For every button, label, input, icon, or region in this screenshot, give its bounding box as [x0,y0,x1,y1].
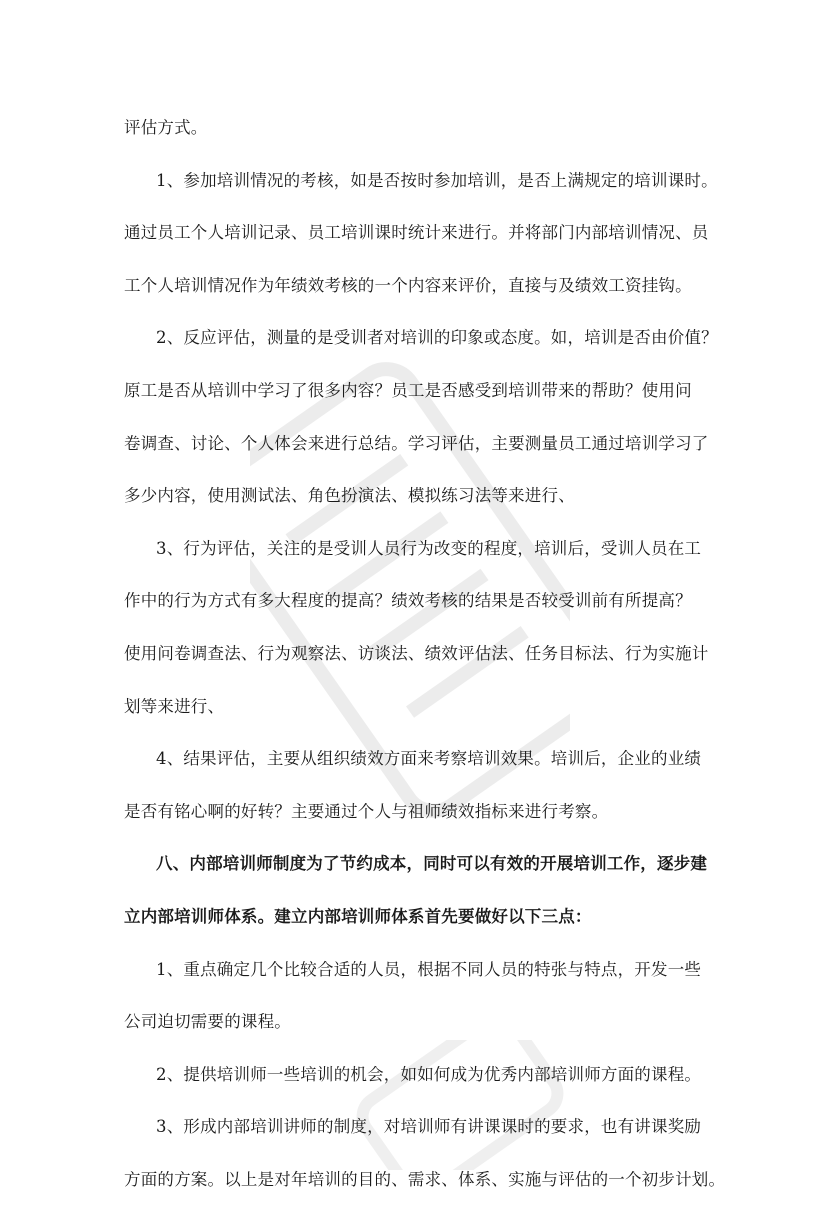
text-line: 1、重点确定几个比较合适的人员，根据不同人员的特张与特点，开发一些 [156,959,702,979]
text-line: 作中的行为方式有多大程度的提高？绩效考核的结果是否较受训前有所提高？ [124,591,692,611]
text-line: 是否有铭心啊的好转？主要通过个人与祖师绩效指标来进行考察。 [124,801,609,821]
text-line: 卷调查、讨论、个人体会来进行总结。学习评估，主要测量员工通过培训学习了 [124,433,709,453]
text-line: 公司迫切需要的课程。 [124,1012,291,1032]
text-line: 评估方式。 [124,118,208,137]
text-line: 1、参加培训情况的考核，如是否按时参加培训，是否上满规定的培训课时。 [156,170,718,190]
document-body [124,108,726,1212]
section-heading-line: 八、内部培训师制度为了节约成本，同时可以有效的开展培训工作，逐步建 [156,854,708,874]
text-line: 划等来进行、 [124,696,225,716]
text-line: 2、提供培训师一些培训的机会，如如何成为优秀内部培训师方面的课程。 [156,1064,702,1084]
text-line: 3、行为评估，关注的是受训人员行为改变的程度，培训后，受训人员在工 [156,538,702,558]
text-line: 工个人培训情况作为年绩效考核的一个内容来评价，直接与及绩效工资挂钩。 [124,275,692,295]
section-heading-line: 立内部培训师体系。建立内部培训师体系首先要做好以下三点： [124,906,592,926]
text-line: 2、反应评估，测量的是受训者对培训的印象或态度。如，培训是否由价值？ [156,328,718,348]
text-line: 原工是否从培训中学习了很多内容？员工是否感受到培训带来的帮助？使用问 [124,380,692,400]
text-line: 使用问卷调查法、行为观察法、访谈法、绩效评估法、任务目标法、行为实施计 [124,643,709,663]
text-line: 3、形成内部培训讲师的制度，对培训师有讲课课时的要求，也有讲课奖励 [156,1117,702,1137]
text-line: 方面的方案。以上是对年培训的目的、需求、体系、实施与评估的一个初步计划。 [124,1169,726,1189]
text-line: 多少内容，使用测试法、角色扮演法、模拟练习法等来进行、 [124,486,575,506]
text-line: 4、结果评估，主要从组织绩效方面来考察培训效果。培训后，企业的业绩 [156,749,702,769]
text-line: 通过员工个人培训记录、员工培训课时统计来进行。并将部门内部培训情况、员 [124,223,709,243]
